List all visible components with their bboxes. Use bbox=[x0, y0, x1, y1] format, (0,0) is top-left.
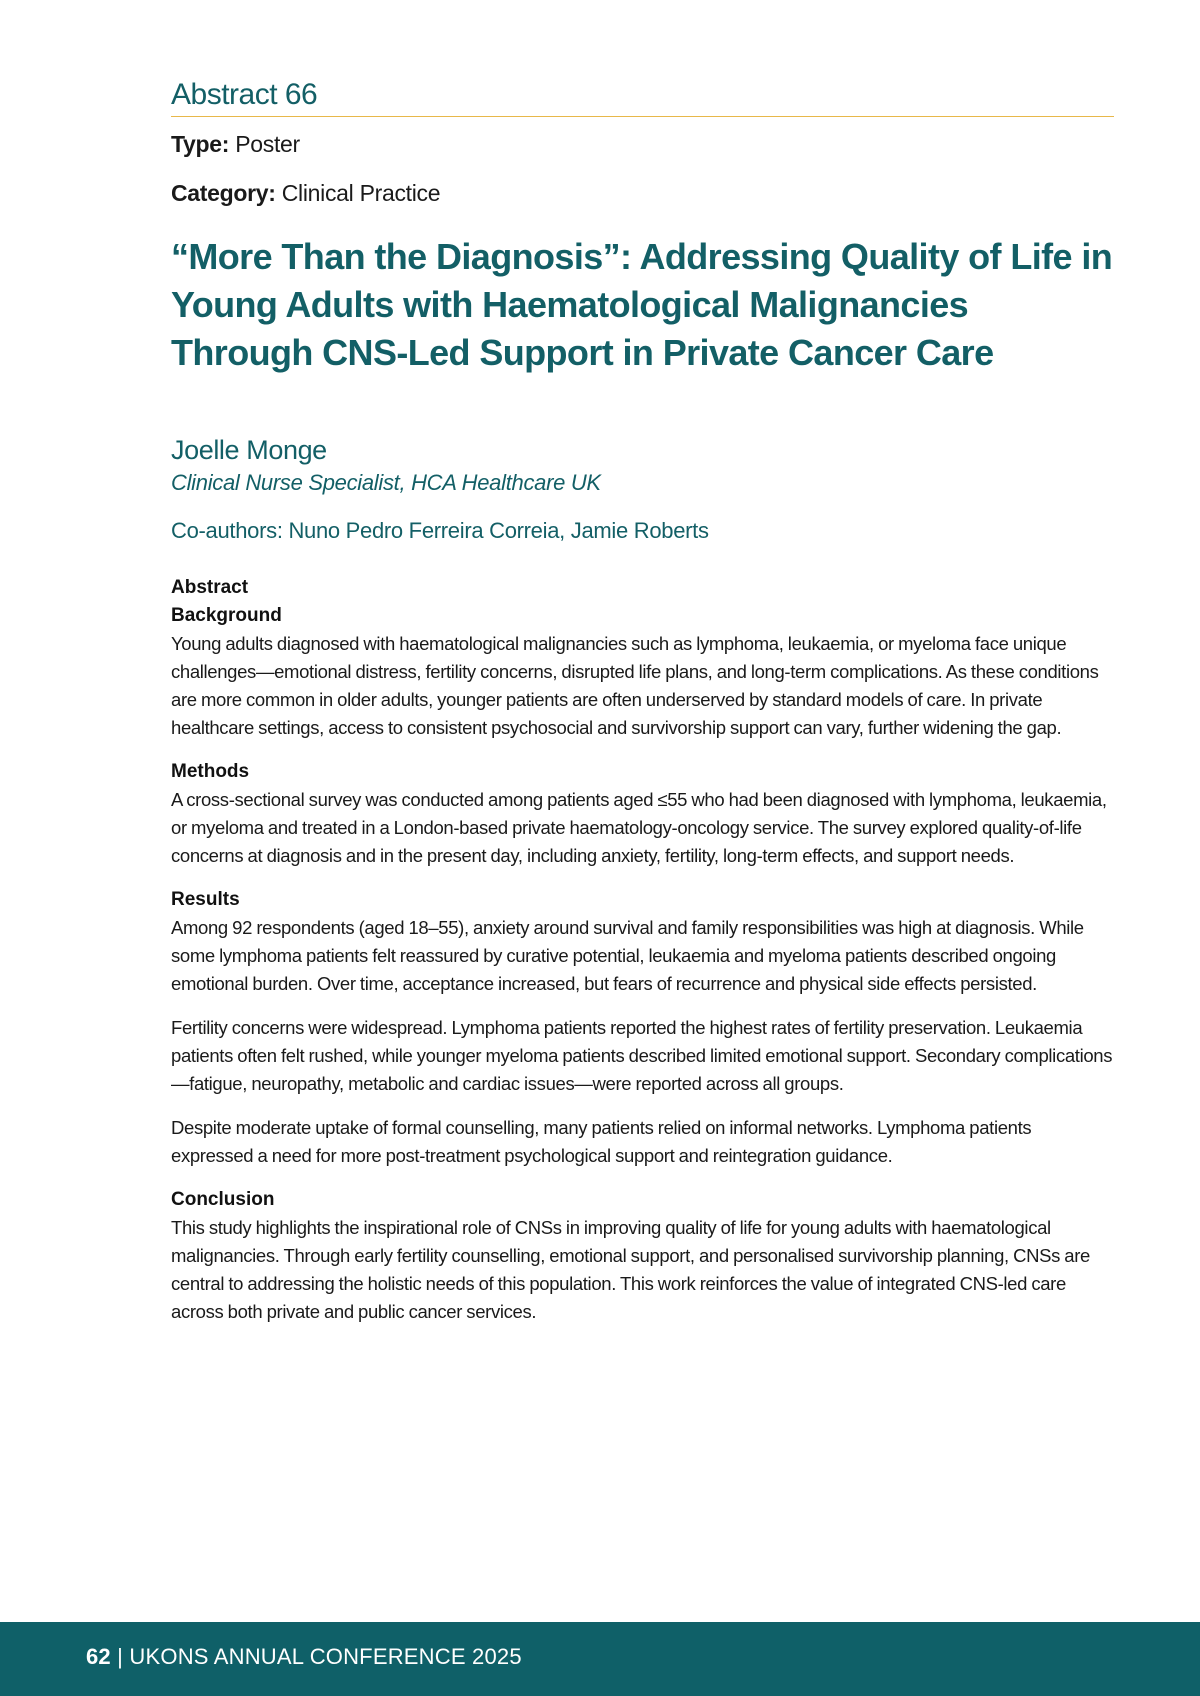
conclusion-paragraph: This study highlights the inspirational role of CNSs in improving quality of life for young adults with haematological malignancies. Through early fertility counselling, emotional support, and personalised survivorship planning, CNSs are central to addressing the holistic needs of this population. This work reinforces the value of integrated CNS-led care across both private and public cancer services. bbox=[171, 1217, 1090, 1322]
footer-separator: | bbox=[110, 1644, 130, 1669]
author-name: Joelle Monge bbox=[171, 435, 327, 465]
abstract-heading: Abstract bbox=[171, 577, 249, 598]
conclusion-section bbox=[171, 1186, 1114, 1326]
footer-text bbox=[86, 1644, 522, 1670]
conclusion-heading: Conclusion bbox=[171, 1189, 275, 1210]
results-paragraph: Fertility concerns were widespread. Lymphoma patients reported the highest rates of fertility preservation. Leukaemia patients often felt rushed, while younger myeloma patients described limited emotional support. Secondary complications—fatigue, neuropathy, metabolic and cardiac issues—were reported across all groups. bbox=[171, 1017, 1113, 1094]
abstract-type bbox=[171, 131, 1114, 158]
page-number: 62 bbox=[86, 1644, 111, 1669]
results-paragraph: Despite moderate uptake of formal counselling, many patients relied on informal networks. Lymphoma patients expressed a need for more post-treatment psychological support and reintegration guidance. bbox=[171, 1117, 1032, 1166]
conference-name: UKONS ANNUAL CONFERENCE 2025 bbox=[129, 1644, 522, 1669]
page-footer bbox=[0, 1622, 1200, 1696]
abstract-number: Abstract 66 bbox=[171, 78, 1114, 117]
category-label: Category: bbox=[171, 180, 276, 206]
background-paragraph: Young adults diagnosed with haematological malignancies such as lymphoma, leukaemia, or myeloma face unique challenges—emotional distress, fertility concerns, disrupted life plans, and long-term complications. As these conditions are more common in older adults, younger patients are often underserved by standard models of care. In private healthcare settings, access to consistent psychosocial and survivorship support can vary, further widening the gap. bbox=[171, 633, 1099, 738]
author-affiliation: Clinical Nurse Specialist, HCA Healthcare UK bbox=[171, 470, 601, 495]
results-section bbox=[171, 886, 1114, 1170]
abstract-category bbox=[171, 180, 1114, 207]
results-heading: Results bbox=[171, 889, 240, 910]
methods-section bbox=[171, 758, 1114, 870]
type-value: Poster bbox=[229, 131, 300, 157]
methods-paragraph: A cross-sectional survey was conducted among patients aged ≤55 who had been diagnosed with lymphoma, leukaemia, or myeloma and treated in a London-based private haematology-oncology service. The survey explored quality-of-life concerns at diagnosis and in the present day, including anxiety, fertility, long-term effects, and support needs. bbox=[171, 789, 1107, 866]
coauthors: Co-authors: Nuno Pedro Ferreira Correia, Jamie Roberts bbox=[171, 518, 709, 543]
background-section bbox=[171, 602, 1114, 742]
results-paragraph: Among 92 respondents (aged 18–55), anxiety around survival and family responsibilities was high at diagnosis. While some lymphoma patients felt reassured by curative potential, leukaemia and myeloma patients described ongoing emotional burden. Over time, acceptance increased, but fears of recurrence and physical side effects persisted. bbox=[171, 917, 1084, 994]
abstract-title: “More Than the Diagnosis”: Addressing Quality of Life in Young Adults with Haematological Malignancies Through CNS-Led Support in Private Cancer Care bbox=[171, 236, 1113, 373]
category-value: Clinical Practice bbox=[275, 180, 441, 206]
type-label: Type: bbox=[171, 131, 230, 157]
methods-heading: Methods bbox=[171, 761, 250, 782]
background-heading: Background bbox=[171, 605, 282, 626]
abstract-page bbox=[171, 78, 1114, 1326]
